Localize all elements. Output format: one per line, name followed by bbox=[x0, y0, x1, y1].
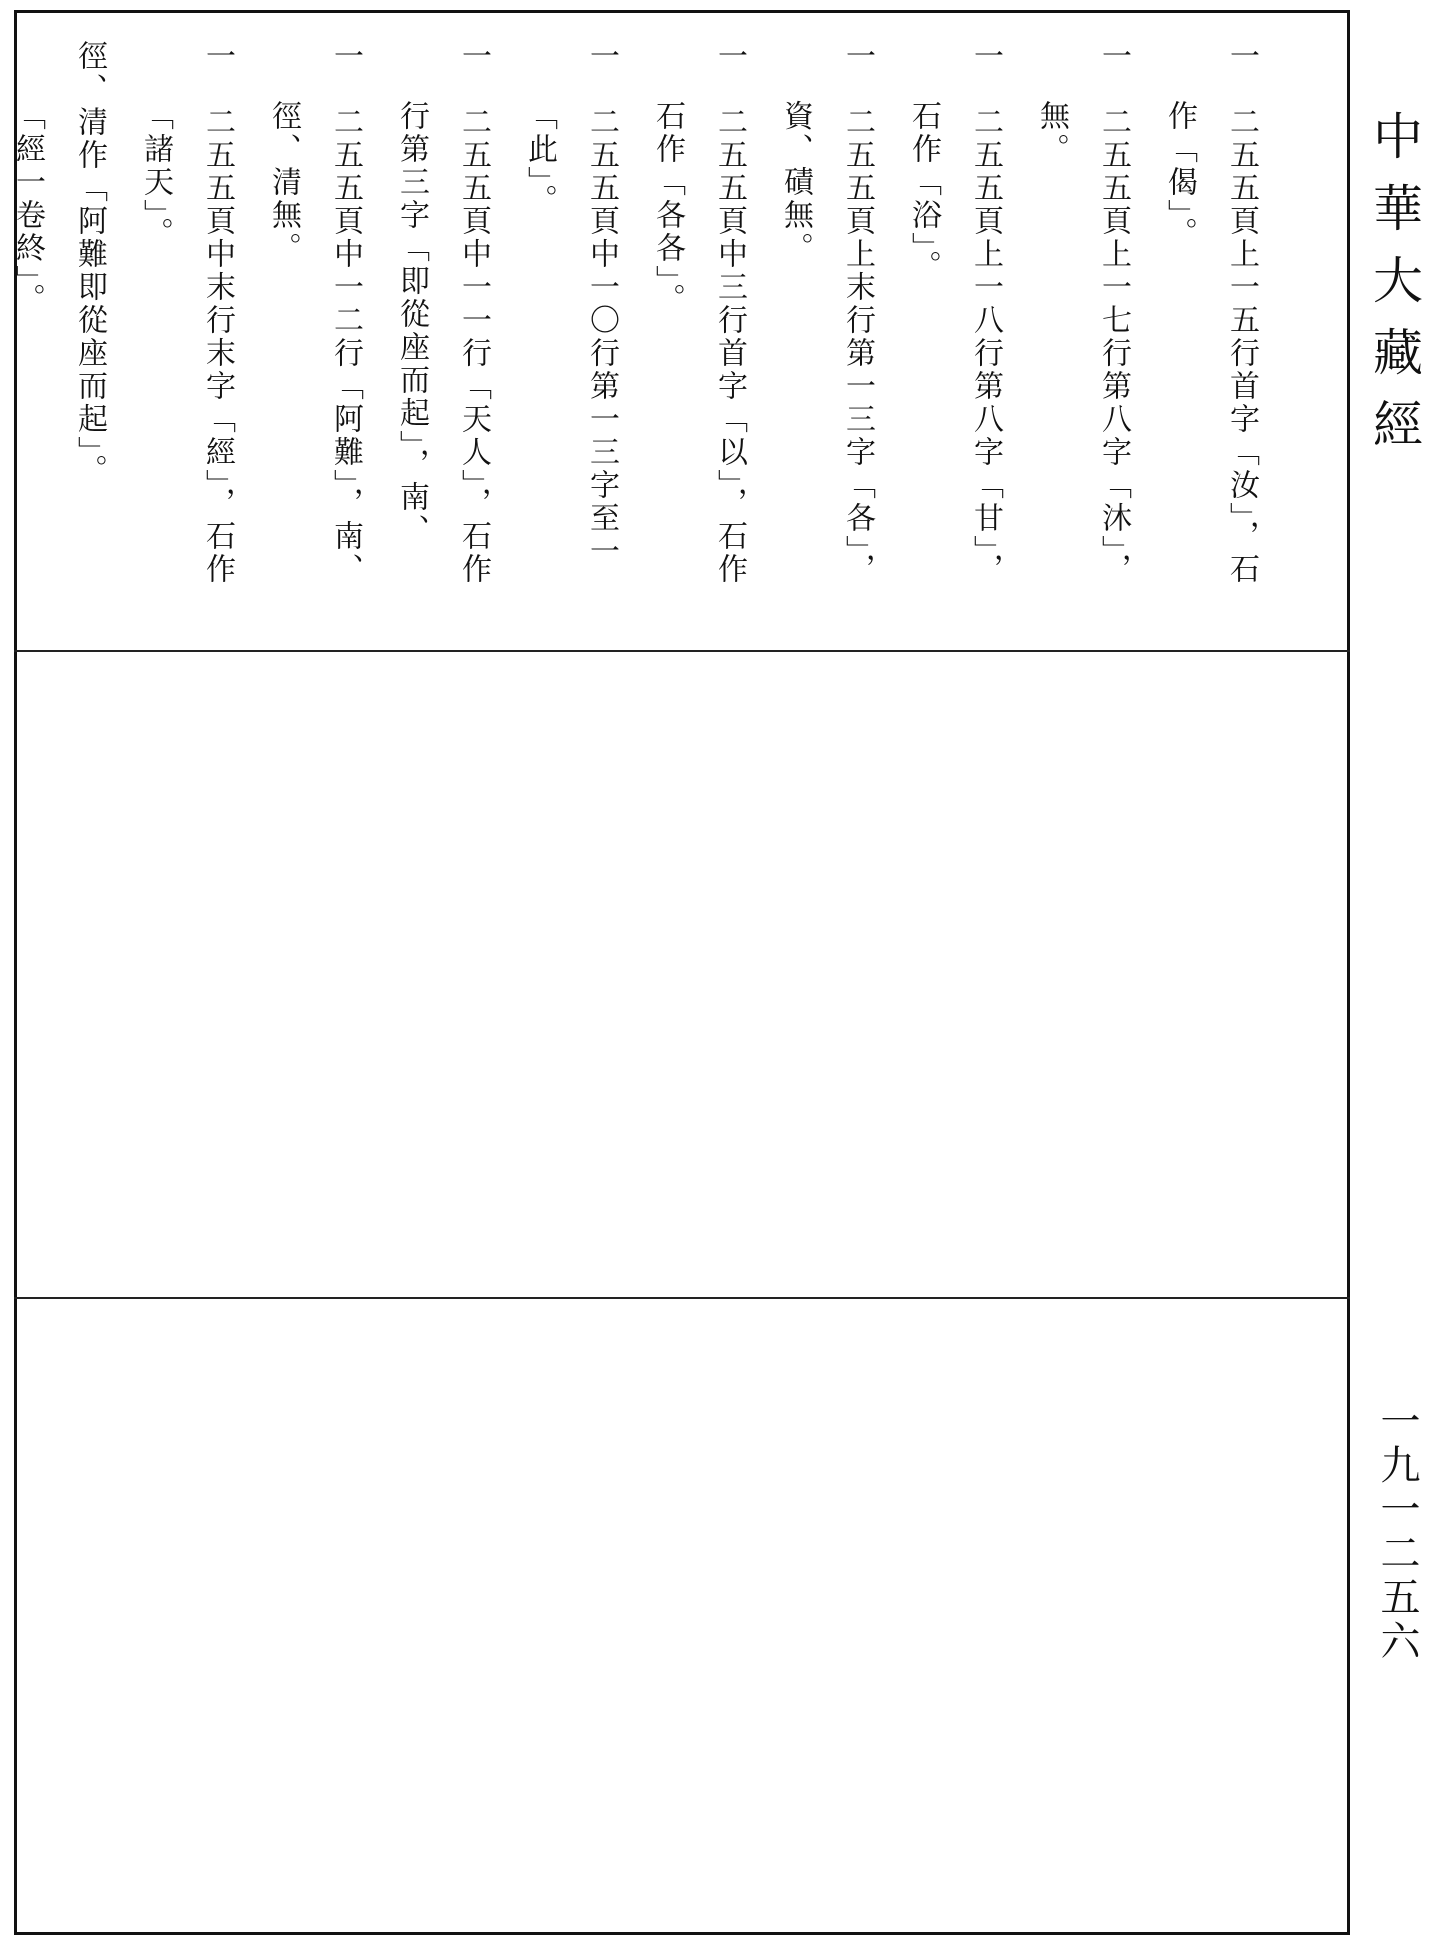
note-column bbox=[236, 40, 364, 620]
note-continuation: 資、磧無。 bbox=[778, 100, 813, 265]
note-column bbox=[1132, 40, 1260, 620]
note-continuation: 「諸天」。 bbox=[138, 100, 173, 250]
note-column bbox=[620, 40, 748, 620]
note-main-line: 一 二五五頁上一五行首字「汝」，石 bbox=[1224, 40, 1259, 586]
note-main-line: 一 二五五頁上末行第一三字「各」， bbox=[840, 40, 875, 586]
note-main-line: 一 二五五頁中一一行「天人」，石作 bbox=[456, 40, 491, 586]
note-column bbox=[0, 40, 108, 620]
note-column bbox=[492, 40, 620, 620]
note-column bbox=[876, 40, 1004, 620]
note-continuation: 「此」。 bbox=[522, 100, 557, 217]
note-column bbox=[364, 40, 492, 620]
note-continuation: 石作「浴」。 bbox=[906, 100, 941, 283]
note-main-line: 一 二五五頁中一二行「阿難」，南、 bbox=[328, 40, 363, 586]
collection-title: 中華大藏經 bbox=[1365, 110, 1423, 470]
note-continuation: 徑、清無。 bbox=[266, 100, 301, 265]
note-continuation: 無。 bbox=[1034, 100, 1069, 166]
note-main-line: 一 二五五頁中一〇行第一三字至一 bbox=[584, 40, 619, 568]
section-divider-2 bbox=[14, 1297, 1350, 1299]
note-main-line: 一 二五五頁中末行末字「經」，石作 bbox=[200, 40, 235, 586]
note-tail: 「經一卷終」。 bbox=[10, 100, 45, 316]
note-main-line: 一 二五五頁上一七行第八字「沐」， bbox=[1096, 40, 1131, 586]
note-continuation: 石作「各各」。 bbox=[650, 100, 685, 316]
note-continuation: 作「偈」。 bbox=[1162, 100, 1197, 250]
page-number: 一九一二五六 bbox=[1374, 1400, 1420, 1664]
note-column bbox=[108, 40, 236, 620]
note-main-line: 一 二五五頁上一八行第八字「甘」， bbox=[968, 40, 1003, 586]
note-column bbox=[748, 40, 876, 620]
note-main-line: 一 二五五頁中三行首字「以」，石作 bbox=[712, 40, 747, 586]
note-continuation: 徑、清作「阿難即從座而起」。 bbox=[72, 40, 107, 487]
note-continuation: 行第三字「即從座而起」，南、 bbox=[394, 100, 429, 547]
note-column bbox=[1004, 40, 1132, 620]
collation-notes bbox=[10, 40, 1260, 620]
